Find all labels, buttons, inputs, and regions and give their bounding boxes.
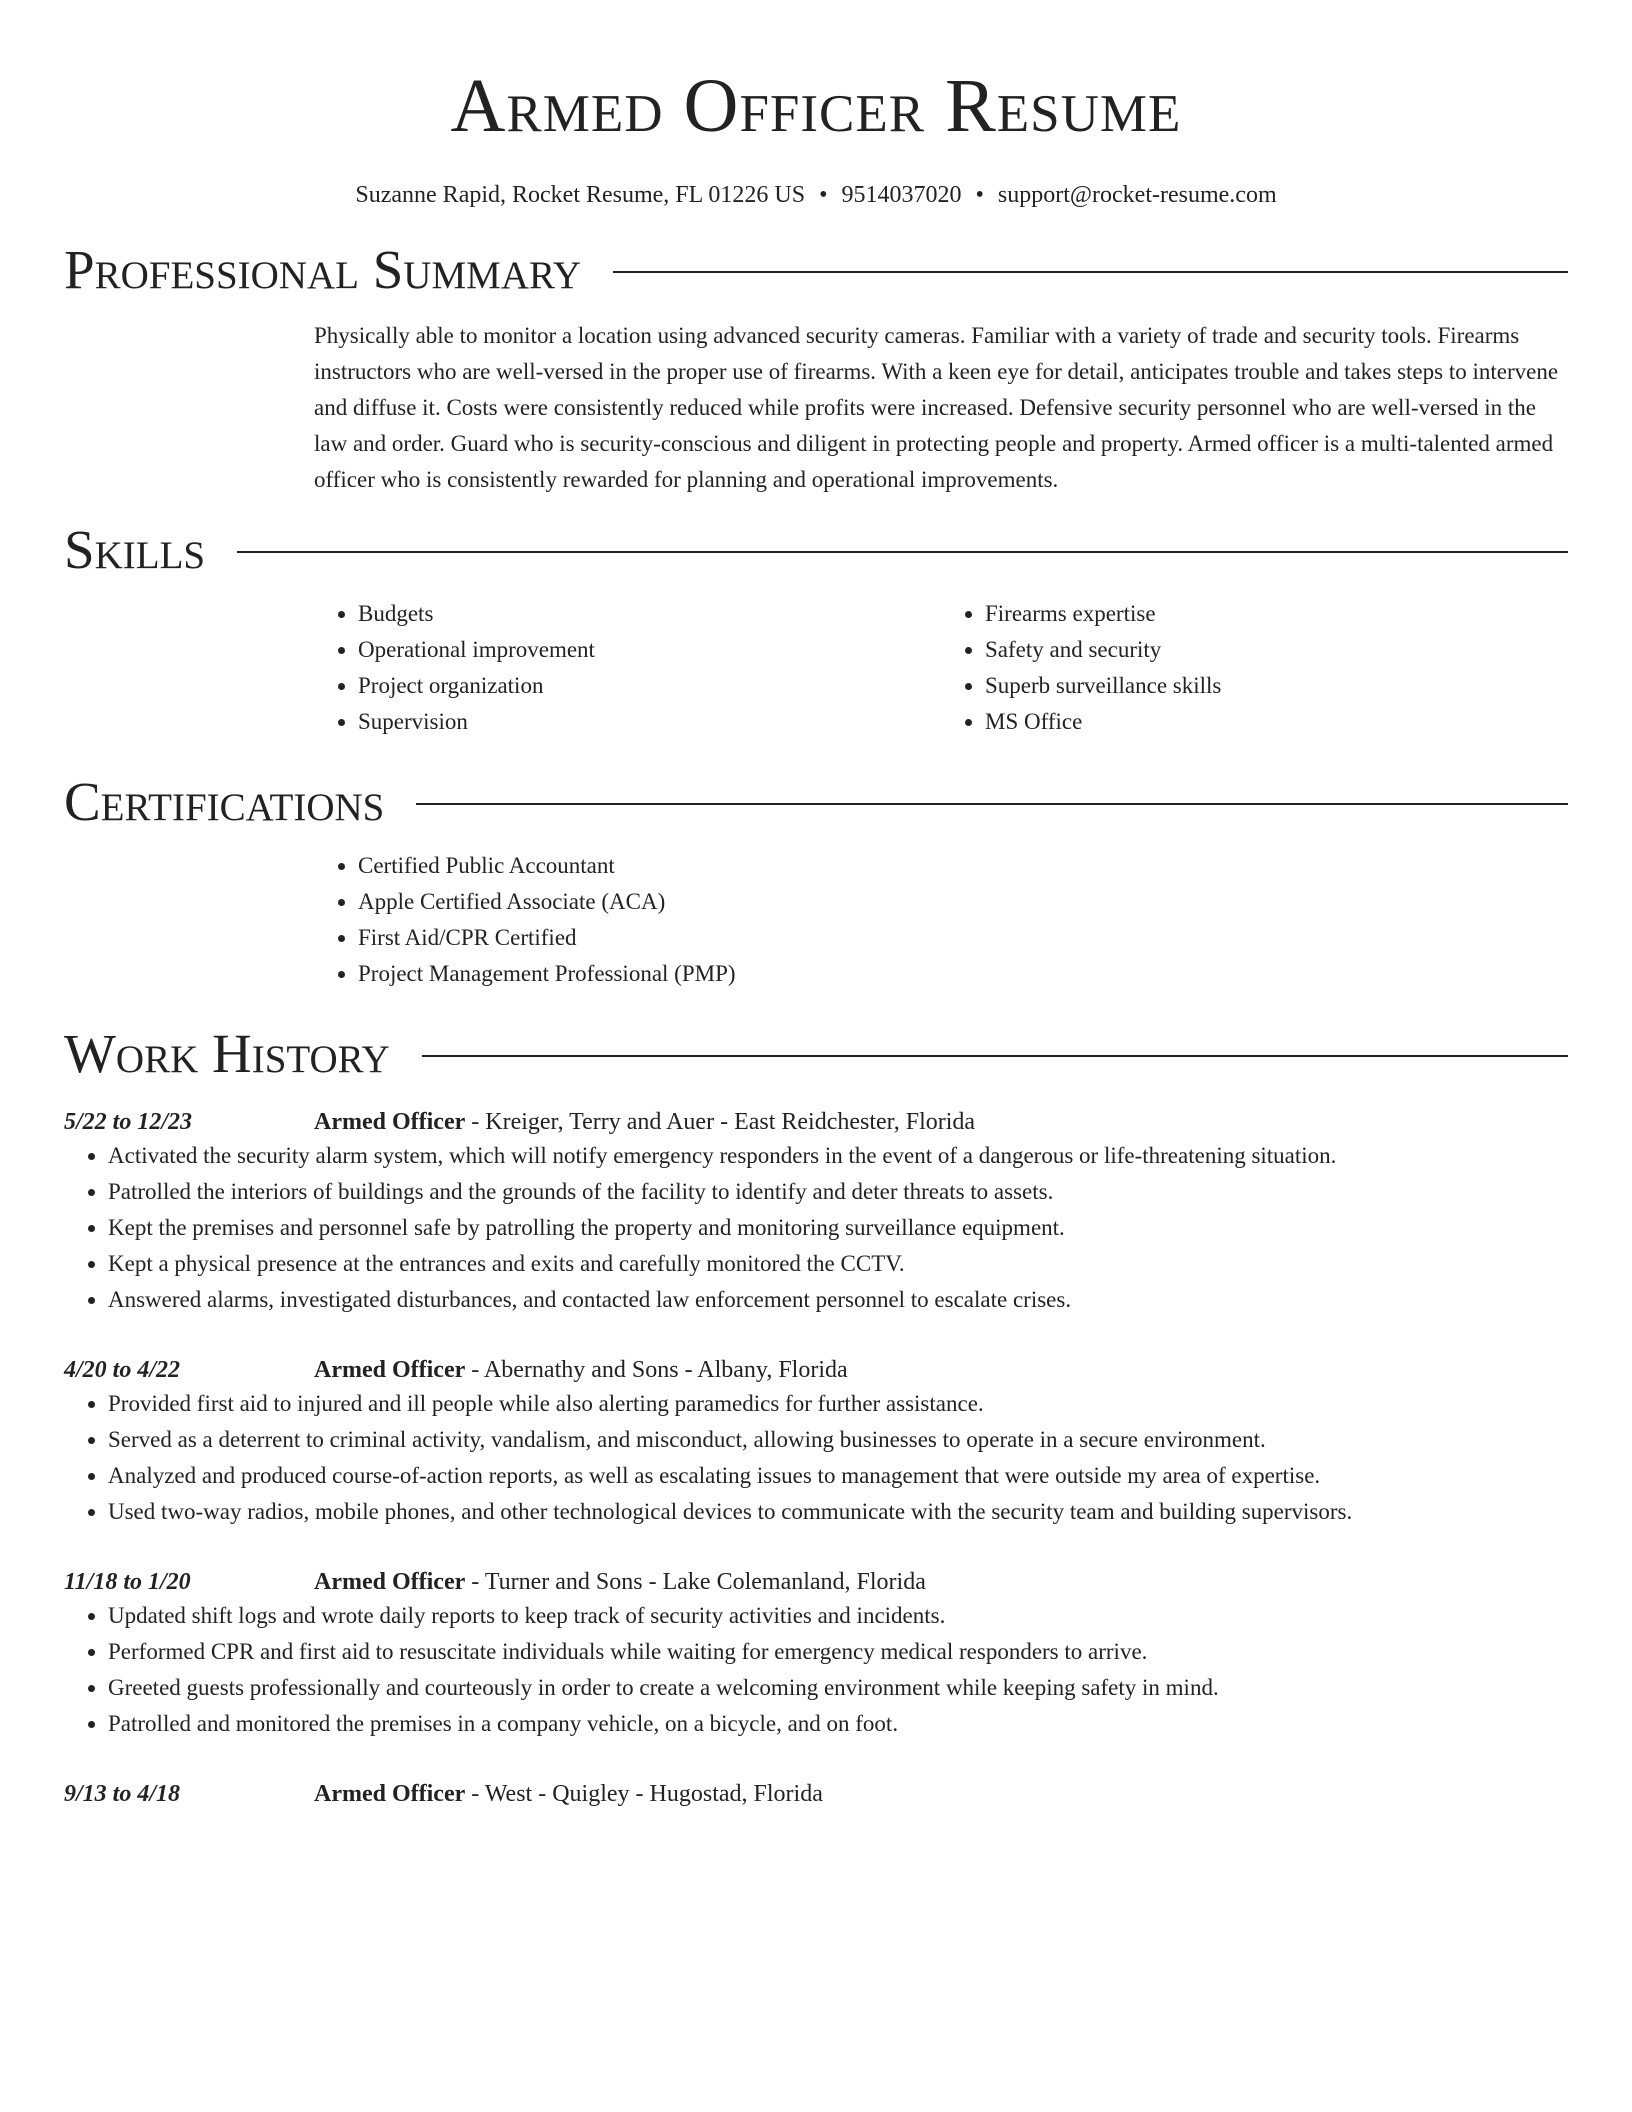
job-employer-location: - West - Quigley - Hugostad, Florida — [465, 1781, 823, 1807]
job-dates: 4/20 to 4/22 — [64, 1357, 181, 1383]
skills-list-right — [941, 596, 1568, 740]
job-duty: • Greeted guests professionally and courteously in order to create a welcoming environment while keeping safety in mind. — [108, 1670, 1568, 1706]
certifications-section-header — [64, 770, 1568, 834]
section-divider — [613, 271, 1568, 273]
job-duties-list — [64, 1138, 1568, 1318]
job-duty: • Performed CPR and first aid to resuscitate individuals while waiting for emergency medical responders to arrive. — [108, 1634, 1568, 1670]
certification-item: • Project Management Professional (PMP) — [358, 956, 1568, 992]
job-header — [64, 1566, 1568, 1598]
job-duty: • Patrolled and monitored the premises in a company vehicle, on a bicycle, and on foot. — [108, 1706, 1568, 1742]
job-duty: • Patrolled the interiors of buildings and the grounds of the facility to identify and deter threats to assets. — [108, 1174, 1568, 1210]
job-dates: 5/22 to 12/23 — [64, 1109, 193, 1135]
skill-item: • Project organization — [358, 668, 941, 704]
certifications-list-wrap — [314, 848, 1568, 992]
job-header — [64, 1354, 1568, 1386]
job-duty: • Answered alarms, investigated disturbances, and contacted law enforcement personnel to escalate crises. — [108, 1282, 1568, 1318]
job-header — [64, 1778, 1568, 1810]
contact-address: Suzanne Rapid, Rocket Resume, FL 01226 US — [355, 182, 806, 208]
skill-item: • Operational improvement — [358, 632, 941, 668]
summary-heading: Professional Summary — [64, 239, 582, 300]
contact-line — [64, 180, 1568, 210]
job-duty: • Activated the security alarm system, which will notify emergency responders in the event of a dangerous or life-threatening situation. — [108, 1138, 1568, 1174]
job-title: Armed Officer — [314, 1781, 466, 1807]
certification-item: • Certified Public Accountant — [358, 848, 1568, 884]
job-duties-list — [64, 1386, 1568, 1530]
job-title: Armed Officer — [314, 1569, 466, 1595]
resume-title: Armed Officer Resume — [450, 64, 1182, 148]
job-dates: 9/13 to 4/18 — [64, 1781, 181, 1807]
skill-item: • Budgets — [358, 596, 941, 632]
job-heading — [314, 1106, 975, 1138]
certifications-list — [314, 848, 1568, 992]
summary-text: Physically able to monitor a location using advanced security cameras. Familiar with a variety of trade and security tools. Firearms instructors who are well-versed in the proper use of firearms. With a keen eye for detail, anticipates trouble and takes steps to intervene and diffuse it. Costs were consistently reduced while profits were increased. Defensive security personnel who are well-versed in the law and order. Guard who is security-conscious and diligent in protecting people and property. Armed officer is a multi-talented armed officer who is consistently rewarded for planning and operational improvements. — [314, 323, 1559, 492]
job-employer-location: - Turner and Sons - Lake Colemanland, Florida — [465, 1569, 926, 1595]
skills-list-left — [314, 596, 941, 740]
skills-heading: Skills — [64, 519, 206, 580]
section-divider — [416, 803, 1568, 805]
job-employer-location: - Abernathy and Sons - Albany, Florida — [465, 1357, 848, 1383]
job-dates: 11/18 to 1/20 — [64, 1569, 191, 1595]
job-title: Armed Officer — [314, 1109, 466, 1135]
job-employer-location: - Kreiger, Terry and Auer - East Reidchester, Florida — [465, 1109, 976, 1135]
contact-phone: 9514037020 — [841, 182, 962, 208]
contact-email: support@rocket-resume.com — [997, 182, 1277, 208]
job-heading — [314, 1354, 848, 1386]
job-duty: • Analyzed and produced course-of-action reports, as well as escalating issues to management that were outside my area of expertise. — [108, 1458, 1568, 1494]
job-duty: • Used two-way radios, mobile phones, and other technological devices to communicate with the security team and building supervisors. — [108, 1494, 1568, 1530]
job-duty: • Kept the premises and personnel safe by patrolling the property and monitoring surveillance equipment. — [108, 1210, 1568, 1246]
skill-item: • Safety and security — [985, 632, 1568, 668]
work-history-heading: Work History — [64, 1023, 390, 1084]
job-title: Armed Officer — [314, 1357, 466, 1383]
job-heading — [314, 1778, 823, 1810]
certification-item: • Apple Certified Associate (ACA) — [358, 884, 1568, 920]
work-history-section-header — [64, 1022, 1568, 1086]
contact-separator: • — [819, 182, 828, 208]
skill-item: • MS Office — [985, 704, 1568, 740]
job-duty: • Updated shift logs and wrote daily reports to keep track of security activities and incidents. — [108, 1598, 1568, 1634]
job-entry — [64, 1778, 1568, 1810]
job-duties-list — [64, 1598, 1568, 1742]
job-heading — [314, 1566, 926, 1598]
job-duty: • Served as a deterrent to criminal activity, vandalism, and misconduct, allowing businesses to operate in a secure environment. — [108, 1422, 1568, 1458]
summary-section-header — [64, 238, 1568, 302]
skill-item: • Superb surveillance skills — [985, 668, 1568, 704]
job-duty: • Provided first aid to injured and ill people while also alerting paramedics for further assistance. — [108, 1386, 1568, 1422]
skills-section-header — [64, 518, 1568, 582]
job-duty: • Kept a physical presence at the entrances and exits and carefully monitored the CCTV. — [108, 1246, 1568, 1282]
job-entry — [64, 1106, 1568, 1318]
section-divider — [237, 551, 1568, 553]
job-entry — [64, 1566, 1568, 1742]
certifications-heading: Certifications — [64, 771, 385, 832]
section-divider — [422, 1055, 1568, 1057]
skill-item: • Firearms expertise — [985, 596, 1568, 632]
skill-item: • Supervision — [358, 704, 941, 740]
certification-item: • First Aid/CPR Certified — [358, 920, 1568, 956]
contact-separator: • — [975, 182, 984, 208]
job-header — [64, 1106, 1568, 1138]
skills-columns — [314, 596, 1568, 740]
job-entry — [64, 1354, 1568, 1530]
